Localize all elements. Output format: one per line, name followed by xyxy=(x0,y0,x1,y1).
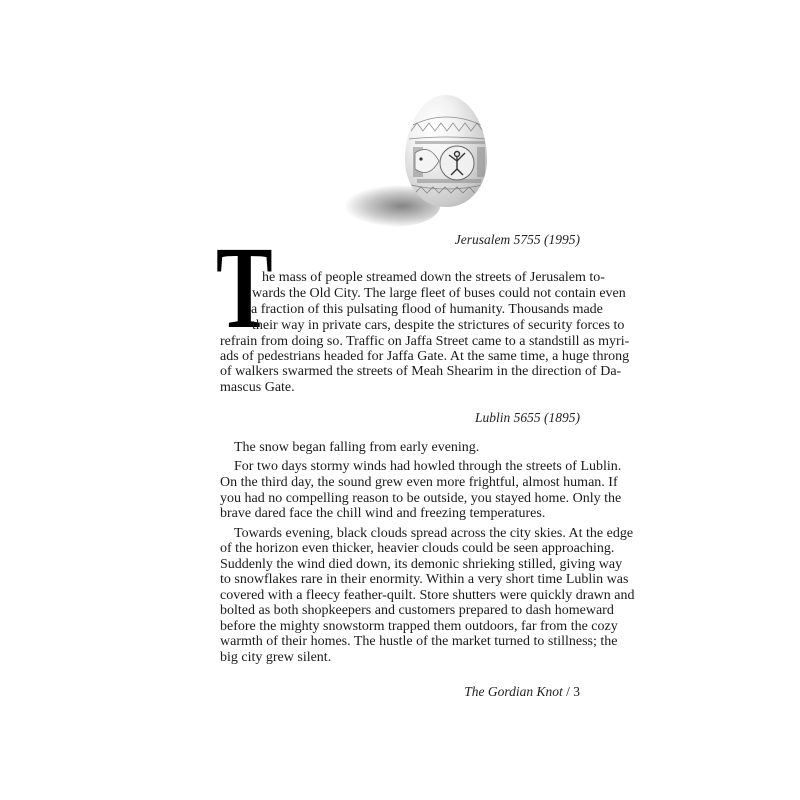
paragraph-line: The snow began falling from early evening. xyxy=(234,440,480,455)
paragraph-line: big city grew silent. xyxy=(220,650,332,665)
text-line: ads of pedestrians headed for Jaffa Gate. At the same time, a huge throng xyxy=(220,349,630,364)
paragraph-line: warmth of their homes. The hustle of the market turned to stillness; the xyxy=(220,634,618,649)
text-line: refrain from doing so. Traffic on Jaffa Street came to a standstill as myri- xyxy=(220,334,630,349)
drop-cap: T xyxy=(216,222,273,353)
text-line: their way in private cars, despite the strictures of security forces to xyxy=(252,318,625,333)
text-line: he mass of people streamed down the streets of Jerusalem to- xyxy=(262,270,605,285)
text-line: wards the Old City. The large fleet of buses could not contain even xyxy=(252,286,626,301)
page-number: 3 xyxy=(573,684,580,699)
paragraph-line: to snowflakes rare in their enormity. Within a very short time Lublin was xyxy=(220,572,629,587)
book-title: The Gordian Knot xyxy=(464,684,563,699)
text-line: a fraction of this pulsating flood of humanity. Thousands made xyxy=(251,302,603,317)
paragraph-line: of the horizon even thicker, heavier clouds could be seen approaching. xyxy=(220,541,615,556)
page-footer xyxy=(464,684,580,700)
decorated-egg-illustration xyxy=(345,95,485,225)
egg-icon xyxy=(405,95,487,207)
paragraph-line: Suddenly the wind died down, its demonic shrieking stilled, giving way xyxy=(220,557,623,572)
paragraph-line: Towards evening, black clouds spread across the city skies. At the edge xyxy=(234,526,634,541)
paragraph-line: covered with a fleecy feather-quilt. Store shutters were quickly drawn and xyxy=(220,588,635,603)
section-heading-lublin: Lublin 5655 (1895) xyxy=(474,410,580,425)
text-line: mascus Gate. xyxy=(220,380,295,395)
paragraph-line: brave dared face the chill wind and freezing temperatures. xyxy=(220,506,546,521)
paragraph-line: bolted as both shopkeepers and customers prepared to dash homeward xyxy=(220,603,614,618)
paragraph-line: On the third day, the sound grew even more frightful, almost human. If xyxy=(220,475,618,490)
text-line: of walkers swarmed the streets of Meah Shearim in the direction of Da- xyxy=(220,364,622,379)
paragraph-line: For two days stormy winds had howled through the streets of Lublin. xyxy=(234,459,622,474)
section-heading-jerusalem: Jerusalem 5755 (1995) xyxy=(454,232,580,247)
paragraph-line: before the mighty snowstorm trapped them outdoors, far from the cozy xyxy=(220,619,618,634)
paragraph-line: you had no compelling reason to be outside, you stayed home. Only the xyxy=(220,491,622,506)
footer-separator: / xyxy=(562,684,574,699)
